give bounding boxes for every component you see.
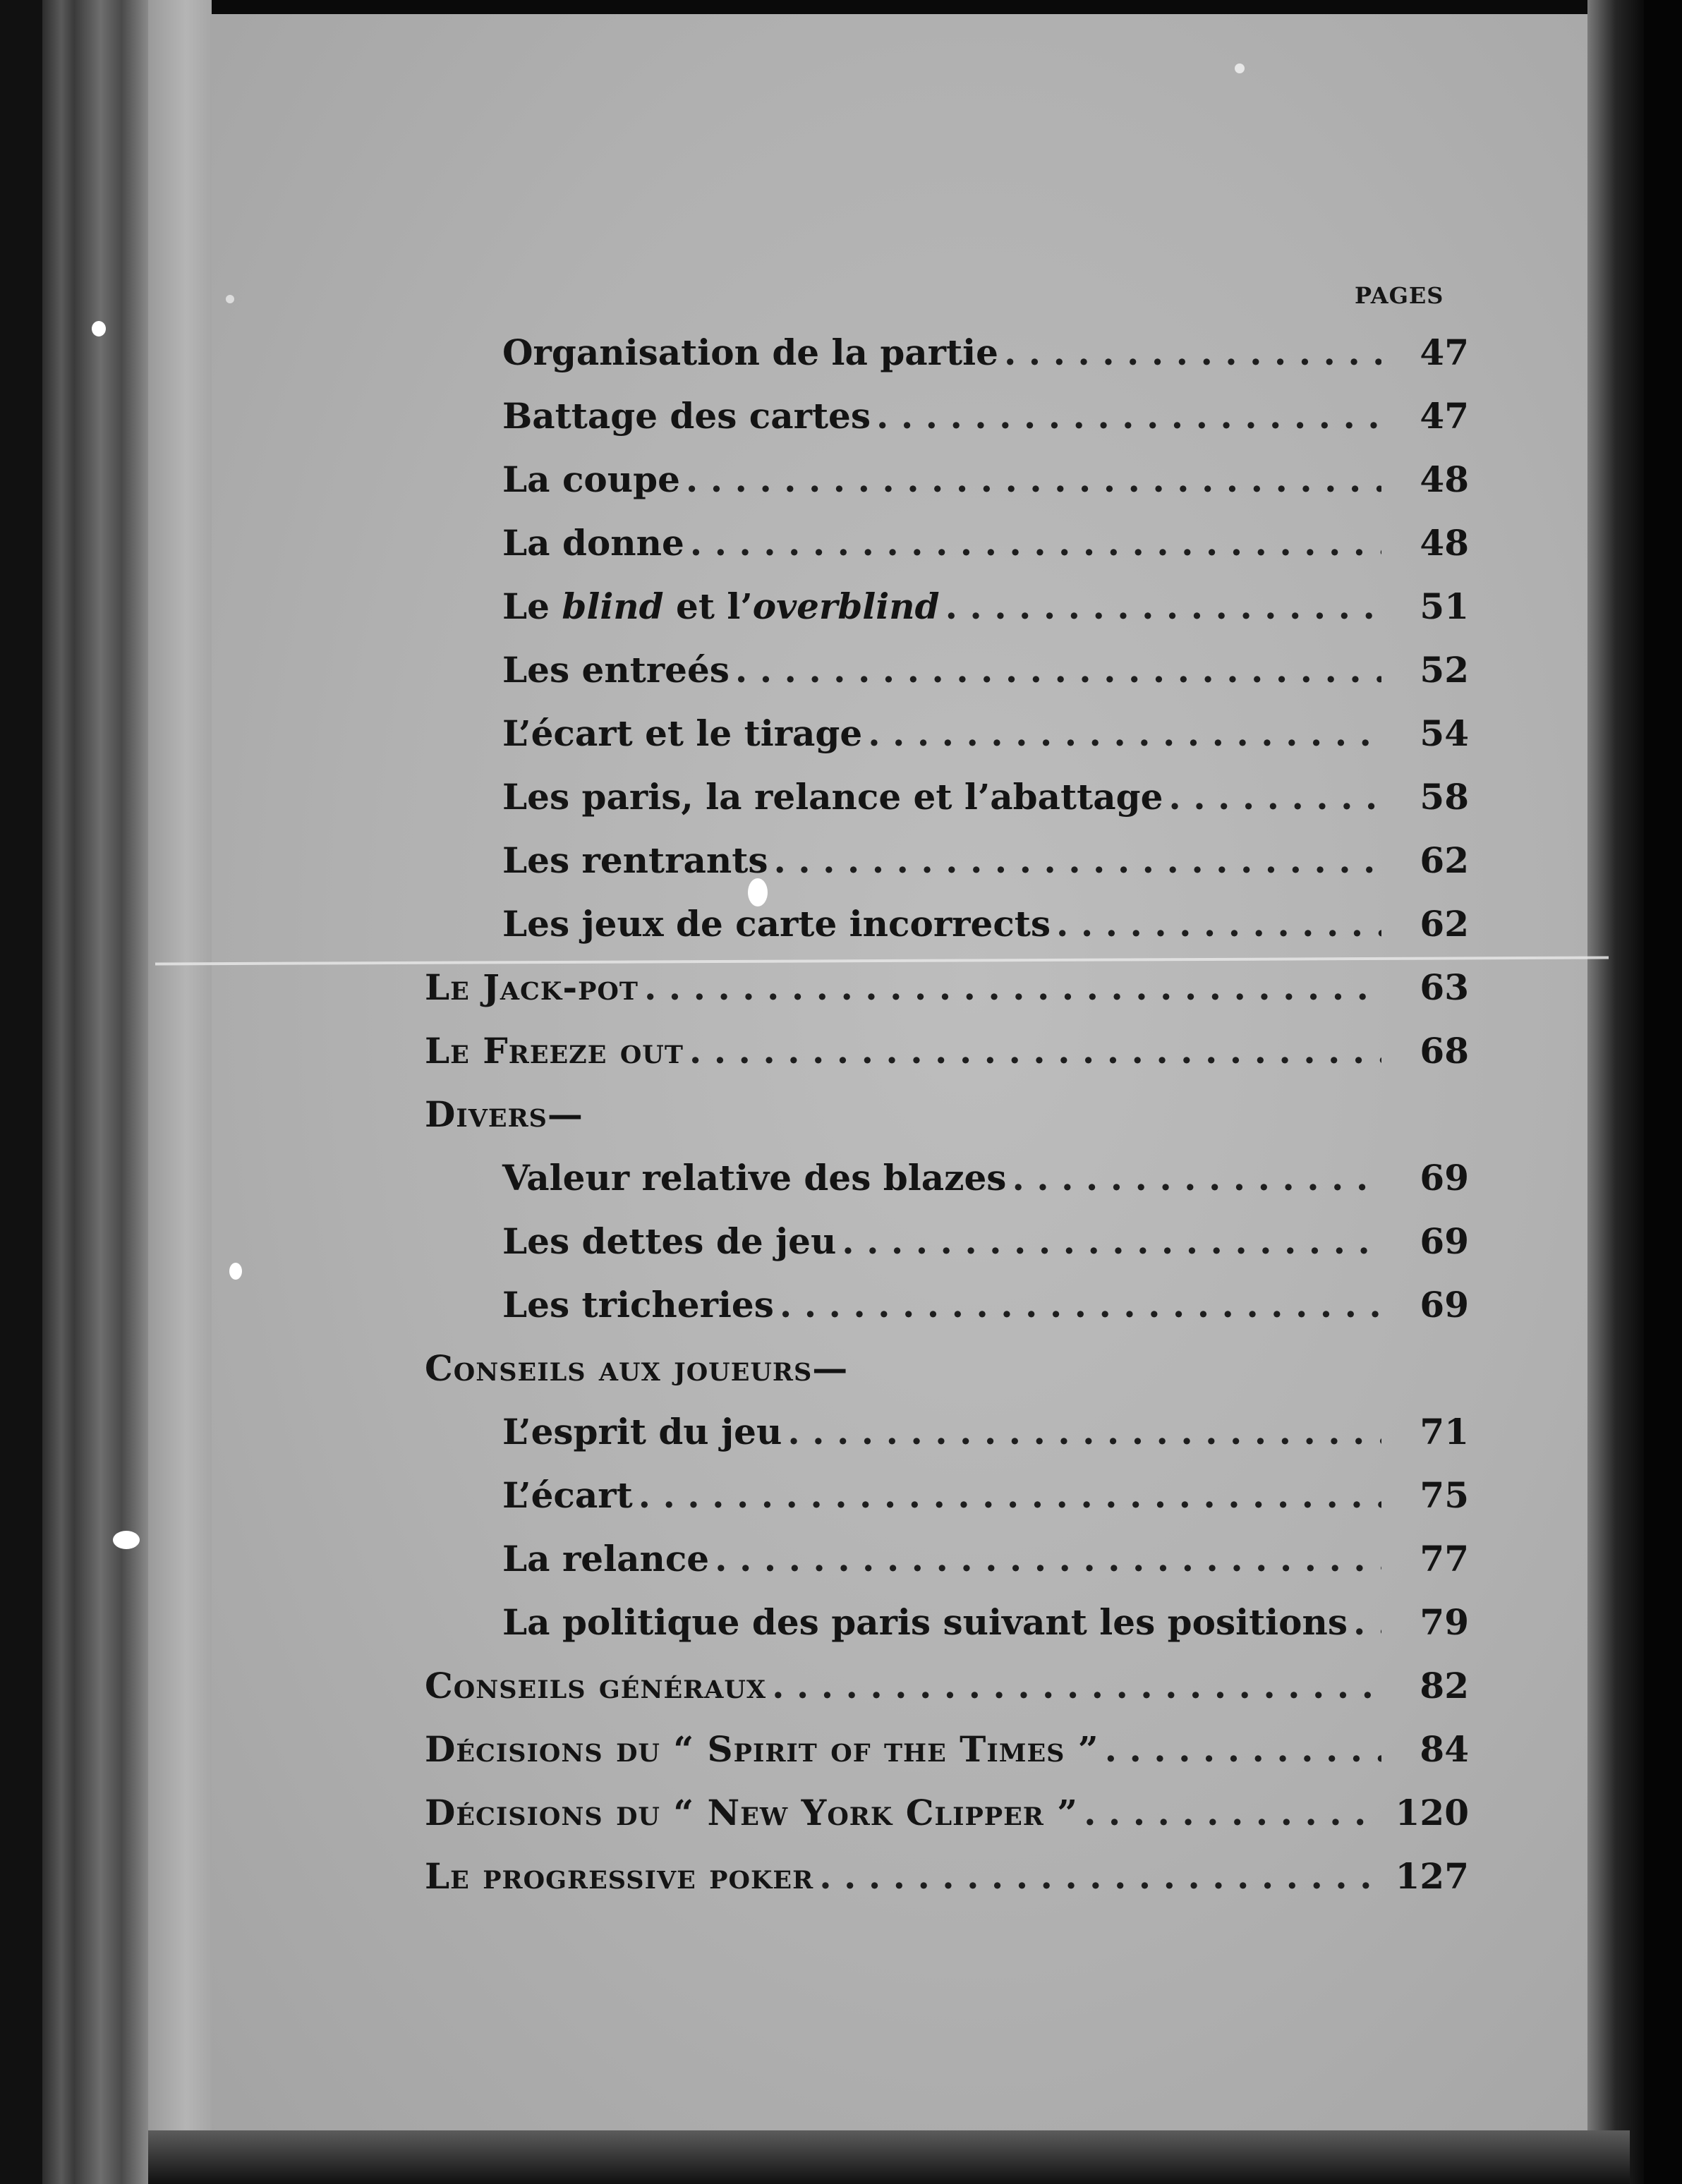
dot-leader [644, 966, 1381, 1008]
toc-entry-title: L’écart et le tirage [502, 712, 863, 754]
toc-entry-title: Le progressive poker [425, 1855, 814, 1897]
toc-entry-page: 120 [1395, 1792, 1469, 1833]
toc-entry-page: 47 [1420, 395, 1469, 437]
toc-section [425, 1665, 1469, 1721]
toc-entry-title: Les paris, la relance et l’abattage [502, 776, 1163, 818]
toc-entry-title: Battage des cartes [502, 395, 871, 437]
toc-entry-title: La donne [502, 522, 684, 564]
toc-entry-page: 52 [1420, 649, 1469, 691]
dot-leader [787, 1411, 1381, 1452]
toc-entry-page: 69 [1420, 1220, 1469, 1262]
toc-section [425, 1347, 1469, 1404]
dot-leader [1012, 1157, 1381, 1199]
toc-entry [502, 1157, 1469, 1213]
toc-entry-title: Valeur relative des blazes [502, 1157, 1007, 1199]
toc-entry-page: 82 [1420, 1665, 1469, 1706]
dot-leader [945, 586, 1381, 627]
dot-leader [715, 1538, 1381, 1579]
toc-entry-title: Le Jack-pot [425, 966, 639, 1008]
toc-entry-page: 69 [1420, 1157, 1469, 1199]
toc-entry [502, 1411, 1469, 1467]
dot-leader [686, 459, 1381, 500]
toc-entry-title: La relance [502, 1538, 710, 1579]
dot-leader [1056, 903, 1381, 945]
toc-entry-page: 51 [1420, 586, 1469, 627]
toc-section [425, 1855, 1469, 1912]
toc-entry-page: 127 [1395, 1855, 1469, 1897]
toc-section [425, 966, 1469, 1023]
dot-leader [689, 1030, 1381, 1072]
toc-entry-page: 48 [1420, 522, 1469, 564]
toc-entry [502, 459, 1469, 515]
toc-entry [502, 712, 1469, 769]
toc-entry-page: 68 [1420, 1030, 1469, 1072]
dot-leader [876, 395, 1381, 437]
toc-entry [502, 395, 1469, 451]
toc-entry-title: Les jeux de carte incorrects [502, 903, 1051, 945]
dot-leader [639, 1474, 1381, 1516]
toc-entry [502, 586, 1469, 642]
toc-entry-title: Conseils aux joueurs— [425, 1347, 849, 1389]
toc-entry-page: 47 [1420, 332, 1469, 373]
dot-leader [735, 649, 1381, 691]
toc-entry-title: Décisions du “ Spirit of the Times ” [425, 1728, 1099, 1770]
toc-entry-title: Les tricheries [502, 1284, 774, 1325]
toc-entry-title: Décisions du “ New York Clipper ” [425, 1792, 1079, 1833]
toc-entry-page: 71 [1420, 1411, 1469, 1452]
dot-leader [780, 1284, 1381, 1325]
toc-entry-title: Divers— [425, 1093, 583, 1135]
toc-entry-page: 54 [1420, 712, 1469, 754]
dot-leader [1004, 332, 1381, 373]
toc-entry-page: 48 [1420, 459, 1469, 500]
toc-entry [502, 1220, 1469, 1277]
toc-entry-page: 62 [1420, 903, 1469, 945]
dot-leader [1105, 1728, 1381, 1770]
title-part: et l’ [663, 586, 753, 627]
title-italic: blind [562, 586, 664, 627]
toc-entry [502, 903, 1469, 959]
toc-entry-title: Conseils généraux [425, 1665, 767, 1706]
dot-leader [1168, 776, 1381, 818]
toc-entry-page: 69 [1420, 1284, 1469, 1325]
toc-entry-page: 84 [1420, 1728, 1469, 1770]
toc-entry-title: Les dettes de jeu [502, 1220, 837, 1262]
dot-leader [773, 839, 1381, 881]
toc-entry [502, 839, 1469, 896]
toc-entry-title: Le Freeze out [425, 1030, 684, 1072]
toc-entry-page: 77 [1420, 1538, 1469, 1579]
toc-entry-page: 75 [1420, 1474, 1469, 1516]
toc-entry-title [502, 586, 940, 627]
toc-entry-title: L’écart [502, 1474, 633, 1516]
toc-entry [502, 522, 1469, 578]
toc-entry [502, 1538, 1469, 1594]
title-part: Le [502, 586, 562, 627]
toc-entry [502, 1284, 1469, 1340]
toc-section [425, 1030, 1469, 1086]
toc-entry-page: 62 [1420, 839, 1469, 881]
toc-entry-title: Les rentrants [502, 839, 768, 881]
title-italic: overblind [752, 586, 940, 627]
toc-entry [502, 776, 1469, 832]
pages-column-header: PAGES [1355, 282, 1444, 309]
dot-leader [868, 712, 1381, 754]
dot-leader [819, 1855, 1381, 1897]
toc-entry [502, 1601, 1469, 1658]
toc-section [425, 1792, 1469, 1848]
toc-entry-page: 79 [1420, 1601, 1469, 1643]
toc-entry-page: 63 [1420, 966, 1469, 1008]
toc-entry-title: La politique des paris suivant les positions [502, 1601, 1348, 1643]
toc-entry [502, 332, 1469, 388]
toc-entry-title: Les entreés [502, 649, 730, 691]
dot-leader [1084, 1792, 1381, 1833]
dot-leader [1353, 1601, 1381, 1643]
toc-section [425, 1728, 1469, 1785]
toc-section [425, 1093, 1469, 1150]
toc-entry [502, 1474, 1469, 1531]
toc-entry-title: L’esprit du jeu [502, 1411, 782, 1452]
toc-entry [502, 649, 1469, 705]
toc-entry-title: La coupe [502, 459, 680, 500]
dot-leader [772, 1665, 1381, 1706]
dot-leader [690, 522, 1381, 564]
toc-entry-page: 58 [1420, 776, 1469, 818]
dot-leader [842, 1220, 1381, 1262]
toc-entry-title: Organisation de la partie [502, 332, 998, 373]
